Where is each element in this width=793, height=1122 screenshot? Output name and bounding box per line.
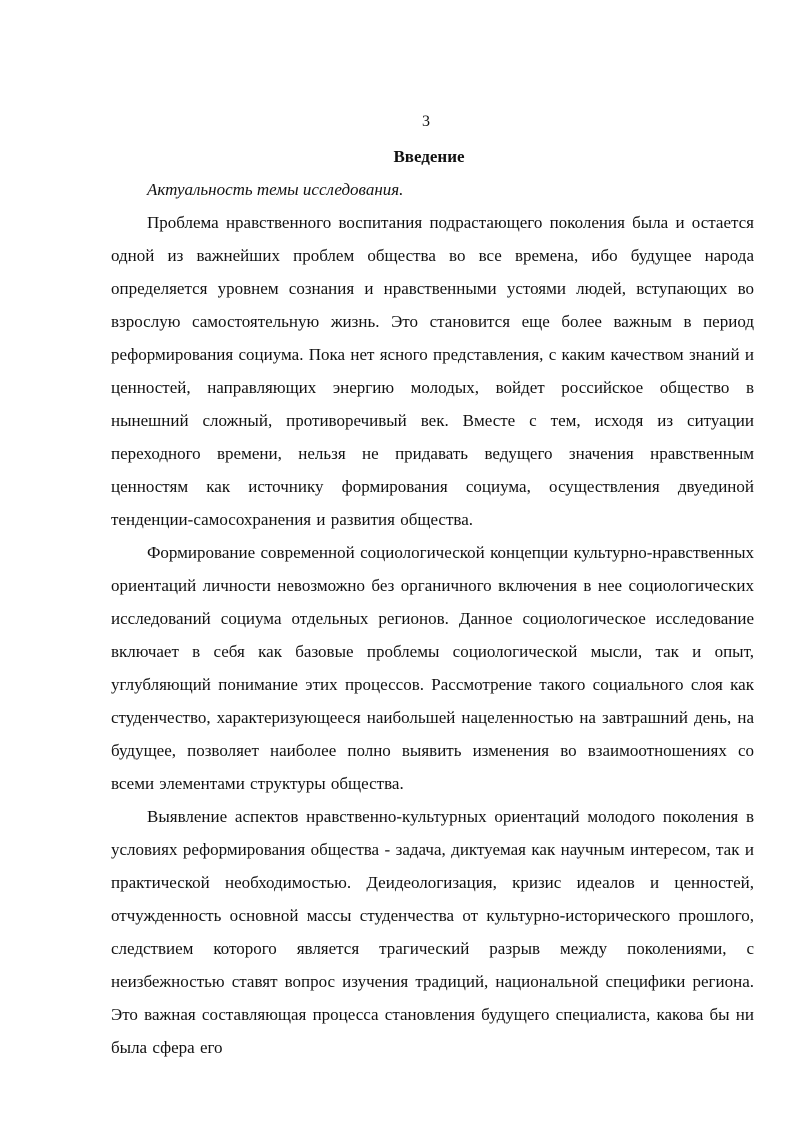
subheading: Актуальность темы исследования. <box>147 180 404 199</box>
paragraph-1: Проблема нравственного воспитания подрастающего поколения была и остается одной из важнейших проблем общества во все времена, ибо будущее народа определяется уровнем сознания и нравственными устоями людей, вступающих во взрослую самостоятельную жизнь. Это становится еще более важным в период реформирования социума. Пока нет ясного представления, с каким качеством знаний и ценностей, направляющих энергию молодых, войдет российское общество в нынешний сложный, противоречивый век. Вместе с тем, исходя из ситуации переходного времени, нельзя не придавать ведущего значения нравственным ценностям как источнику формирования социума, осуществления двуединой тенденции-самосохранения и развития общества. <box>111 213 754 529</box>
section-heading: Введение <box>393 147 465 166</box>
paragraph-2: Формирование современной социологической концепции культурно-нравственных ориентаций личности невозможно без органичного включения в нее социологических исследований социума отдельных регионов. Данное социологическое исследование включает в себя как базовые проблемы социологической мысли, так и опыт, углубляющий понимание этих процессов. Рассмотрение такого социального слоя как студенчество, характеризующееся наибольшей нацеленностью на завтрашний день, на будущее, позволяет наиболее полно выявить изменения во взаимоотношениях со всеми элементами структуры общества. <box>111 543 754 793</box>
page-number: 3 <box>422 113 430 130</box>
paragraph-3: Выявление аспектов нравственно-культурных ориентаций молодого поколения в условиях реформирования общества - задача, диктуемая как научным интересом, так и практической необходимостью. Деидеологизация, кризис идеалов и ценностей, отчужденность основной массы студенчества от культурно-исторического прошлого, следствием которого является трагический разрыв между поколениями, с неизбежностью ставят вопрос изучения традиций, национальной специфики региона. Это важная составляющая процесса становления будущего специалиста, какова бы ни была сфера его <box>111 807 754 1057</box>
body-text <box>111 173 754 1064</box>
